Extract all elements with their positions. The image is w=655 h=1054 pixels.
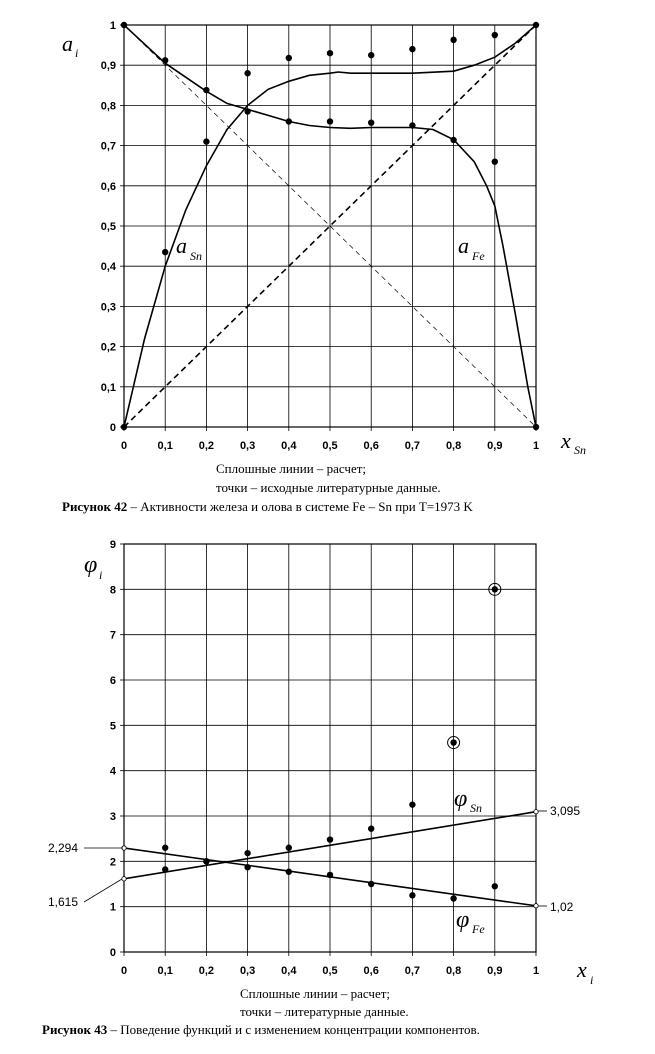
x-axis-symbol: x <box>561 428 571 453</box>
data-point-fe <box>244 864 250 870</box>
series-label-fe: a <box>458 233 469 258</box>
y-axis-symbol-sub: i <box>99 568 103 582</box>
x-tick-label: 0,4 <box>281 965 297 977</box>
data-point-fe <box>327 118 333 124</box>
caption-line-2: точки – литературные данные. <box>240 1004 409 1019</box>
x-tick-label: 1 <box>532 965 540 977</box>
series-label-fe-sub: Fe <box>472 249 485 263</box>
data-point-fe <box>203 138 209 144</box>
x-tick-label: 0,1 <box>157 965 173 977</box>
data-point-fe <box>162 845 168 851</box>
data-point-fe <box>203 858 209 864</box>
data-point-sn <box>492 32 498 38</box>
data-point-fe <box>162 57 168 63</box>
caption-line-2: точки – исходные литературные данные. <box>216 480 441 495</box>
y-tick-label: 0 <box>109 947 116 959</box>
data-point-fe <box>409 122 415 128</box>
data-point-sn <box>368 825 374 831</box>
x-tick-label: 0,3 <box>239 440 256 452</box>
series-label-fe-sub: Fe <box>472 922 485 936</box>
data-point-fe <box>492 158 498 164</box>
x-tick-label: 0,7 <box>404 965 421 977</box>
y-tick-label: 0,4 <box>100 261 116 274</box>
series-label-sn-sub: Sn <box>190 249 202 263</box>
x-tick-label: 0,8 <box>445 440 462 452</box>
data-point-fe <box>368 119 374 125</box>
annotation-right-bottom: 1,02 <box>550 900 574 914</box>
y-tick-label: 0,8 <box>100 100 116 113</box>
figure-label: Рисунок 43 <box>42 1022 108 1037</box>
y-tick-label: 0,5 <box>100 221 116 233</box>
phi-chart <box>48 539 593 987</box>
x-tick-label: 0,9 <box>487 440 503 452</box>
x-tick-label: 0 <box>120 965 128 977</box>
data-point-sn <box>533 22 539 28</box>
annotation-left-bottom: 1,615 <box>48 895 79 909</box>
y-tick-label: 0,6 <box>100 180 116 193</box>
data-point-sn <box>409 801 415 807</box>
data-point-fe <box>450 137 456 143</box>
grid <box>120 544 536 956</box>
y-axis-symbol-sub: i <box>75 46 79 60</box>
y-tick-label: 7 <box>109 629 116 642</box>
series-label-sn: φ <box>454 786 468 812</box>
x-tick-label: 0,5 <box>322 965 338 977</box>
data-point-sn <box>244 850 250 856</box>
data-point-fe <box>492 883 498 889</box>
data-point-sn <box>409 46 415 52</box>
x-axis-symbol: x <box>577 957 587 982</box>
annotation-left-top: 2,294 <box>48 841 79 855</box>
data-point-sn <box>368 52 374 58</box>
x-tick-label: 0,4 <box>281 440 297 452</box>
y-tick-label: 5 <box>109 720 116 733</box>
series-label-sn-sub: Sn <box>470 801 482 815</box>
data-point-fe <box>409 892 415 898</box>
y-tick-label: 0,7 <box>100 140 116 153</box>
data-point-sn <box>286 845 292 851</box>
data-point-sn <box>492 586 498 592</box>
data-point-sn <box>162 249 168 255</box>
y-tick-label: 6 <box>109 675 116 687</box>
tick-labels <box>110 539 539 977</box>
x-tick-label: 0,6 <box>363 440 379 452</box>
annotation-right-top: 3,095 <box>550 804 581 818</box>
y-tick-label: 0,3 <box>100 301 116 314</box>
x-axis-symbol-sub: Sn <box>574 443 586 457</box>
y-tick-label: 1 <box>109 901 116 914</box>
x-tick-label: 0 <box>120 440 128 452</box>
data-point-fe <box>121 22 127 28</box>
data-point-sn <box>244 70 250 76</box>
data-point-fe <box>327 872 333 878</box>
data-point-fe <box>368 881 374 887</box>
y-tick-label: 9 <box>109 539 116 551</box>
x-tick-label: 0,7 <box>404 440 421 452</box>
figure-caption <box>62 499 473 515</box>
figure-caption <box>42 1022 480 1038</box>
caption-line-1: Сплошные линии – расчет; <box>216 461 367 476</box>
data-point-fe <box>286 118 292 124</box>
series-label-fe: φ <box>456 907 470 933</box>
x-tick-label: 0,1 <box>157 440 173 452</box>
data-point-sn <box>162 866 168 872</box>
y-tick-label: 0,9 <box>100 60 116 73</box>
line-endpoint-marker <box>534 904 538 908</box>
x-tick-label: 0,8 <box>445 965 462 977</box>
data-point-fe <box>244 108 250 114</box>
x-tick-label: 1 <box>532 440 540 452</box>
annotation-leader-bottom <box>84 879 122 902</box>
y-tick-label: 0,1 <box>100 381 116 394</box>
figure-text: – Поведение функций и с изменением концентрации компонентов. <box>107 1022 480 1037</box>
y-axis-symbol: φ <box>84 552 98 578</box>
data-point-sn <box>286 55 292 61</box>
caption-line-1: Сплошные линии – расчет; <box>240 986 391 1001</box>
series-label-sn: a <box>176 233 187 258</box>
x-tick-label: 0,2 <box>198 965 215 977</box>
data-point-fe <box>286 869 292 875</box>
data-point-fe <box>450 895 456 901</box>
y-tick-label: 4 <box>109 765 116 778</box>
y-tick-label: 2 <box>109 856 116 869</box>
data-point-sn <box>450 37 456 43</box>
figure-text: – Активности железа и олова в системе Fe – Sn при T=1973 K <box>127 499 473 514</box>
x-tick-label: 0,2 <box>198 440 215 452</box>
y-tick-label: 0 <box>109 422 116 434</box>
figure-label: Рисунок 42 <box>62 499 128 514</box>
line-endpoint-marker <box>122 877 126 881</box>
data-point-sn <box>327 50 333 56</box>
y-axis-symbol: a <box>62 31 73 56</box>
data-point-sn <box>327 836 333 842</box>
activity-chart <box>62 20 586 457</box>
y-tick-label: 8 <box>109 584 116 597</box>
line-endpoint-marker <box>534 809 538 813</box>
x-axis-symbol-sub: i <box>590 973 594 987</box>
data-point-sn <box>121 424 127 430</box>
y-tick-label: 3 <box>109 811 116 823</box>
data-point-fe <box>533 424 539 430</box>
y-tick-label: 1 <box>109 20 116 32</box>
x-tick-label: 0,9 <box>487 965 503 977</box>
x-tick-label: 0,6 <box>363 965 379 977</box>
data-point-fe <box>203 87 209 93</box>
x-tick-label: 0,3 <box>239 965 256 977</box>
x-tick-label: 0,5 <box>322 440 338 452</box>
data-point-sn <box>450 739 456 745</box>
y-tick-label: 0,2 <box>100 341 116 354</box>
